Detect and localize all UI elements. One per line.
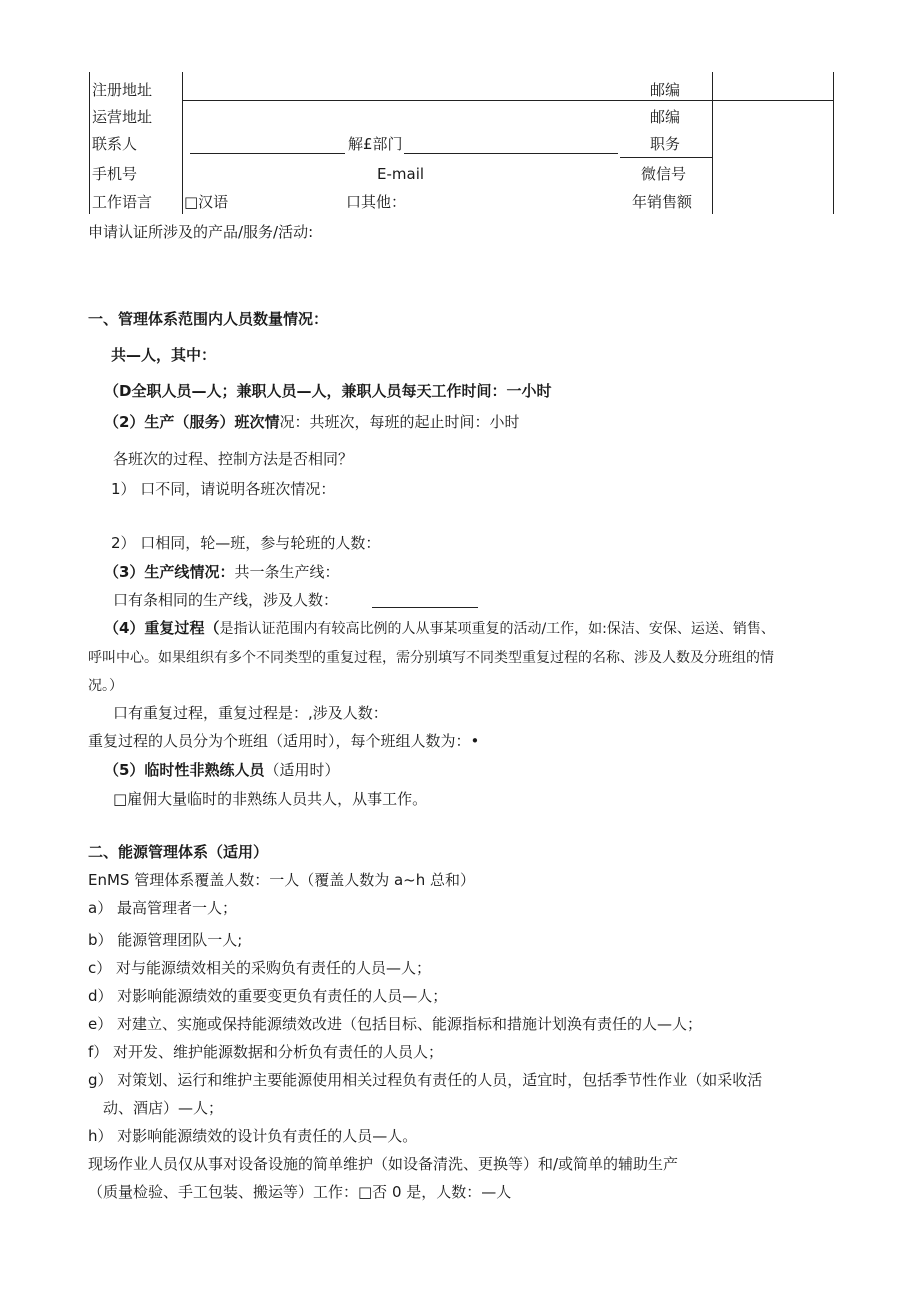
label-annual-sales: 年销售额 <box>632 193 693 211</box>
label-position: 职务 <box>650 135 681 153</box>
item-production-lines-title: （3）生产线情况： <box>104 563 235 581</box>
section1-heading: 一、管理体系范围内人员数量情况： <box>88 310 329 328</box>
table-row-divider <box>620 157 712 158</box>
repetitive-groups: 重复过程的人员分为个班组（适用时），每个班组人数为：• <box>88 732 480 750</box>
item-production-lines <box>104 562 339 582</box>
label-email: E-mail <box>377 165 425 183</box>
label-operating-address: 运营地址 <box>92 108 153 126</box>
shift-question: 各班次的过程、控制方法是否相同？ <box>113 450 354 468</box>
item-temporary-staff <box>104 760 339 780</box>
enms-item-h: h） 对影响能源绩效的设计负有责任的人员—人。 <box>88 1127 418 1145</box>
table-col-divider <box>182 72 183 214</box>
table-row-divider <box>182 100 833 101</box>
item-shifts-text: 况：共班次，每班的起止时间：小时 <box>279 413 520 431</box>
section2-heading: 二、能源管理体系（适用） <box>88 843 269 861</box>
temporary-staff-option[interactable]: □雇佣大量临时的非熟练人员共人，从事工作。 <box>113 790 428 808</box>
label-postcode: 邮编 <box>650 81 681 99</box>
table-border-left <box>89 72 90 214</box>
onsite-workers-option[interactable]: （质量检验、手工包装、搬运等）工作：□否 0 是，人数：—人 <box>88 1183 512 1201</box>
enms-item-e: e） 对建立、实施或保持能源绩效改进（包括目标、能源指标和措施计划涣有责任的人—人； <box>88 1015 703 1033</box>
enms-item-g-cont: 动、酒店）—人； <box>103 1099 224 1117</box>
onsite-workers: 现场作业人员仅从事对设备设施的简单维护（如设备清洗、更换等）和/或简单的辅助生产 <box>88 1155 679 1173</box>
shift-option-different[interactable]: 1） 口不同，请说明各班次情况： <box>111 480 336 498</box>
item-repetitive-text-3: 况。） <box>88 678 123 694</box>
same-lines-count-field[interactable] <box>372 607 478 608</box>
total-personnel: 共—人，其中： <box>111 346 217 364</box>
item-fulltime-parttime: （D全职人员—人；兼职人员—人，兼职人员每天工作时间：一小时 <box>104 382 552 400</box>
item-repetitive-process <box>104 618 775 639</box>
repetitive-option[interactable]: 口有重复过程，重复过程是：,涉及人数： <box>113 704 388 722</box>
item-shifts-title: （2）生产（服务）班次情 <box>104 413 280 431</box>
enms-item-a: a） 最高管理者一人； <box>88 899 237 917</box>
enms-item-f: f） 对开发、维护能源数据和分析负有责任的人员人； <box>88 1043 444 1061</box>
checkbox-chinese[interactable]: □汉语 <box>184 193 229 211</box>
item-temporary-title: （5）临时性非熟练人员 <box>104 761 265 779</box>
label-work-language: 工作语言 <box>92 193 153 211</box>
enms-item-d: d） 对影响能源绩效的重要变更负有责任的人员—人； <box>88 987 448 1005</box>
checkbox-other-language[interactable]: 口其他： <box>346 193 407 211</box>
item-repetitive-text-2: 呼叫中心。如果组织有多个不同类型的重复过程，需分别填写不同类型重复过程的名称、涉及人数及分班组的情 <box>88 650 774 666</box>
table-border-right <box>833 72 834 214</box>
label-contact-person: 联系人 <box>92 135 138 153</box>
scope-line: 申请认证所涉及的产品/服务/活动: <box>88 223 314 241</box>
same-lines-option[interactable]: 口有条相同的生产线，涉及人数： <box>113 591 339 609</box>
item-shifts <box>104 412 519 432</box>
shift-option-same[interactable]: 2） 口相同，轮—班，参与轮班的人数： <box>111 534 381 552</box>
enms-item-c: c） 对与能源绩效相关的采购负有责任的人员—人； <box>88 959 432 977</box>
contact-name-field[interactable] <box>190 153 345 154</box>
item-production-lines-text: 共一条生产线： <box>234 563 340 581</box>
table-col-divider <box>712 72 713 214</box>
item-repetitive-text: 是指认证范围内有较高比例的人从事某项重复的活动/工作，如:保洁、安保、运送、销售、 <box>219 621 775 637</box>
label-postcode-2: 邮编 <box>650 108 681 126</box>
label-mobile: 手机号 <box>92 165 138 183</box>
label-registered-address: 注册地址 <box>92 81 153 99</box>
label-department: 解£部门 <box>348 135 403 153</box>
item-repetitive-title: （4）重复过程（ <box>104 619 220 637</box>
department-field[interactable] <box>404 153 618 154</box>
enms-coverage: EnMS 管理体系覆盖人数：一人（覆盖人数为 a~h 总和） <box>88 871 476 889</box>
enms-item-g: g） 对策划、运行和维护主要能源使用相关过程负有责任的人员，适宜时，包括季节性作业（如采收活 <box>88 1071 763 1089</box>
item-temporary-text: （适用时） <box>264 761 340 779</box>
enms-item-b: b） 能源管理团队一人; <box>88 931 243 949</box>
label-wechat: 微信号 <box>641 165 687 183</box>
